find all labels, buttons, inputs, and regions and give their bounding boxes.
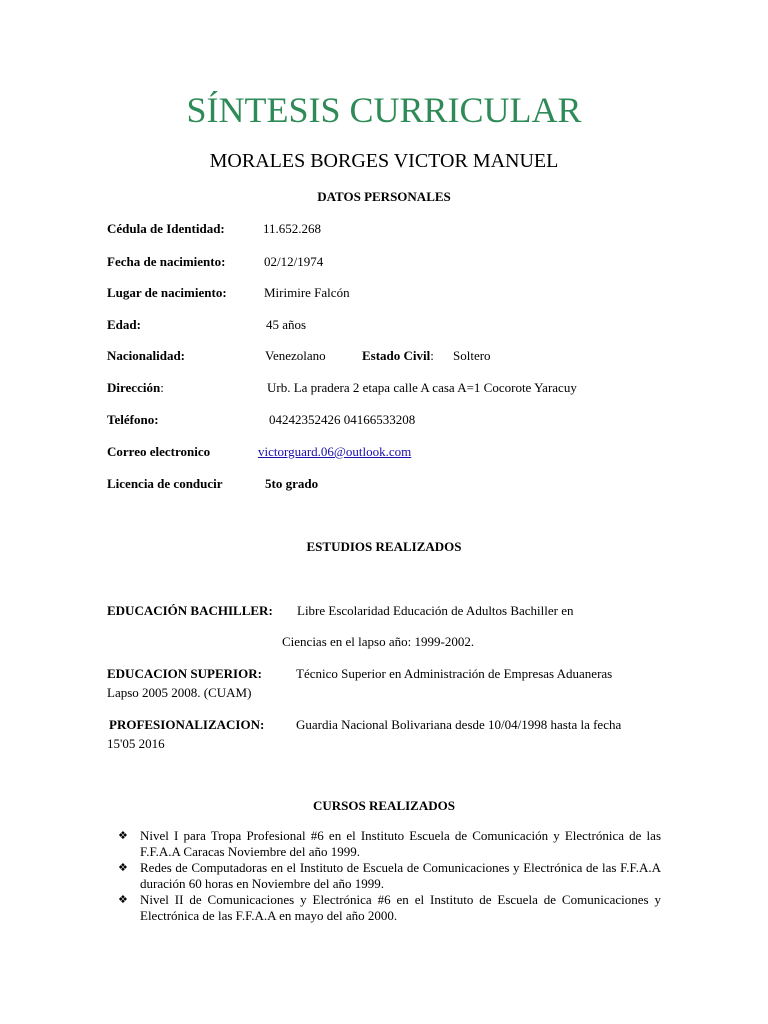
lugar-nacimiento-value: Mirimire Falcón (264, 285, 350, 300)
fecha-nacimiento-value: 02/12/1974 (264, 254, 324, 269)
courses-list (118, 828, 661, 924)
course-text: Redes de Computadoras en el Instituto de Escuela de Comunicaciones y Electrónica de las F.F.A.A duración 60 horas en Noviembre del año 1999. (140, 860, 661, 891)
licencia-value: 5to grado (265, 476, 319, 491)
estado-civil-value: Soltero (453, 348, 491, 363)
section-heading-estudios: ESTUDIOS REALIZADOS (306, 539, 462, 554)
educacion-bachiller-text: Libre Escolaridad Educación de Adultos Bachiller en (297, 603, 574, 618)
diamond-bullet-icon: ❖ (118, 893, 128, 906)
diamond-bullet-icon: ❖ (118, 861, 128, 874)
estado-civil-colon: : (430, 348, 434, 363)
course-item (118, 860, 661, 892)
person-name: MORALES BORGES VICTOR MANUEL (209, 150, 559, 172)
course-item (118, 828, 661, 860)
document-title: SÍNTESIS CURRICULAR (186, 90, 582, 130)
educacion-bachiller-label: EDUCACIÓN BACHILLER: (107, 603, 273, 618)
educacion-superior-label: EDUCACION SUPERIOR: (107, 666, 262, 681)
profesionalizacion-label: PROFESIONALIZACION: (109, 717, 265, 732)
estado-civil-label (362, 347, 434, 365)
correo-label: Correo electronico (107, 444, 211, 459)
nacionalidad-value: Venezolano (265, 348, 326, 363)
direccion-label-text: Dirección (107, 380, 161, 395)
telefono-label: Teléfono: (107, 412, 159, 427)
section-heading-datos-personales: DATOS PERSONALES (317, 189, 451, 204)
direccion-colon: : (160, 380, 164, 395)
educacion-superior-text-cont: Lapso 2005 2008. (CUAM) (107, 685, 252, 700)
section-heading-cursos: CURSOS REALIZADOS (313, 798, 455, 813)
educacion-bachiller-text-cont: Ciencias en el lapso año: 1999-2002. (282, 634, 475, 649)
edad-value: 45 años (266, 317, 307, 332)
educacion-superior-text: Técnico Superior en Administración de Empresas Aduaneras (296, 666, 613, 681)
fecha-nacimiento-label: Fecha de nacimiento: (107, 254, 226, 269)
nacionalidad-label: Nacionalidad: (107, 348, 186, 363)
course-item (118, 892, 661, 924)
edad-label: Edad: (107, 317, 141, 332)
licencia-label: Licencia de conducir (107, 476, 223, 491)
cedula-value: 11.652.268 (263, 221, 322, 236)
correo-link[interactable]: victorguard.06@outlook.com (258, 444, 412, 459)
telefono-value: 04242352426 04166533208 (269, 412, 416, 427)
course-text: Nivel I para Tropa Profesional #6 en el Instituto Escuela de Comunicación y Electrónica de las F.F.A.A Caracas Noviembre del año 1999. (140, 828, 661, 859)
course-text: Nivel II de Comunicaciones y Electrónica #6 en el Instituto de Escuela de Comunicaciones y Electrónica de las F.F.A.A en mayo del año 2000. (140, 892, 661, 923)
profesionalizacion-text-cont: 15'05 2016 (107, 736, 165, 751)
estado-civil-label-text: Estado Civil (362, 348, 431, 363)
cedula-label: Cédula de Identidad: (107, 221, 225, 236)
lugar-nacimiento-label: Lugar de nacimiento: (107, 285, 227, 300)
direccion-label (107, 379, 164, 397)
direccion-value: Urb. La pradera 2 etapa calle A casa A=1 Cocorote Yaracuy (267, 380, 577, 395)
profesionalizacion-text: Guardia Nacional Bolivariana desde 10/04/1998 hasta la fecha (296, 717, 622, 732)
diamond-bullet-icon: ❖ (118, 829, 128, 842)
